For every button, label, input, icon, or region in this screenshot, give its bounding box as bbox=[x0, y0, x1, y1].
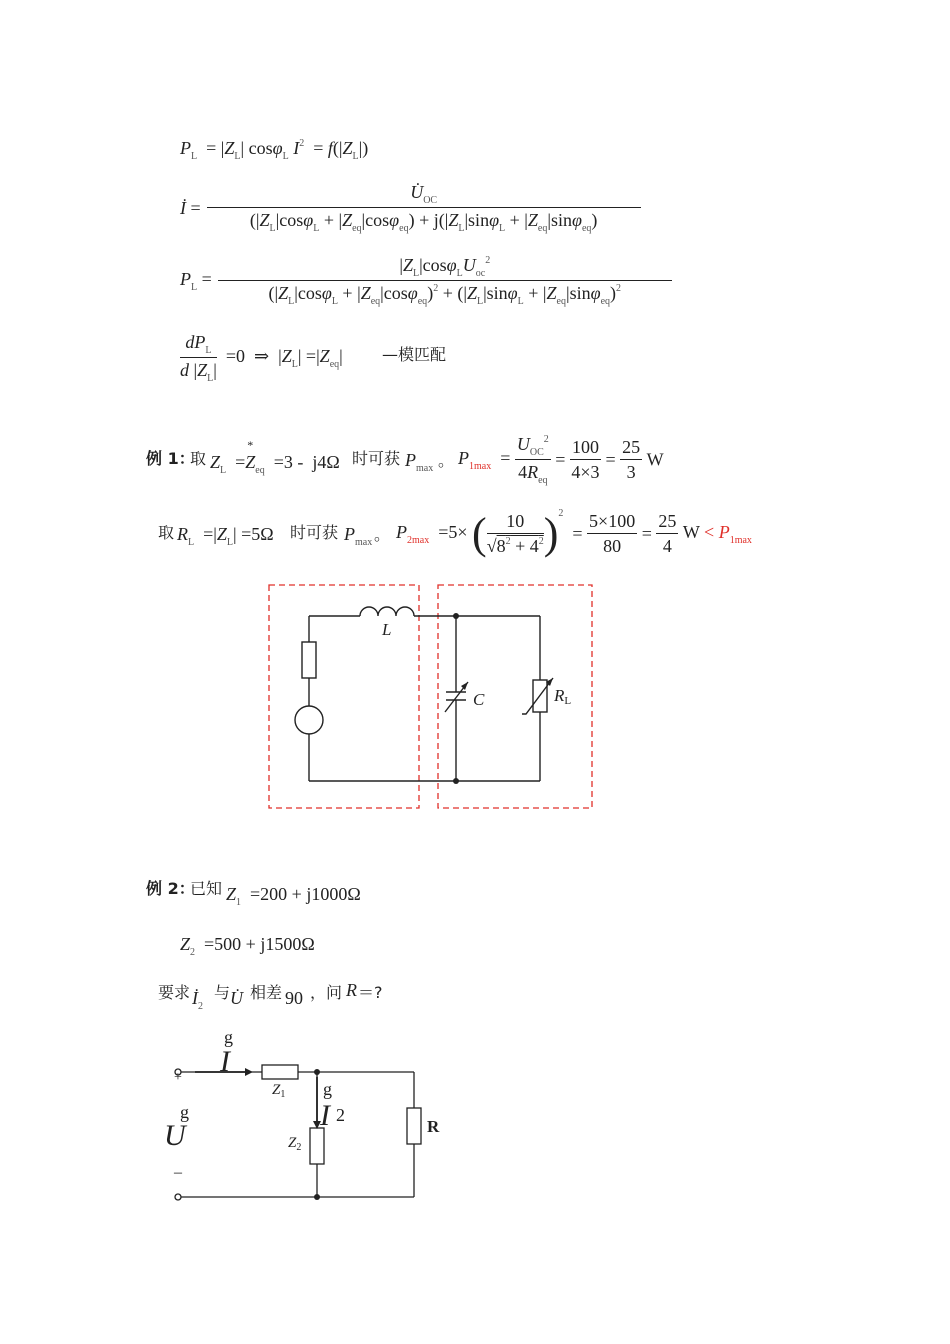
example1-when: 时可获 bbox=[352, 449, 401, 468]
example2-req-b: 与 bbox=[214, 983, 231, 1002]
label-g-I2: g bbox=[323, 1079, 332, 1099]
example2-known: 已知 bbox=[190, 879, 223, 898]
example2-req-u: U̇ bbox=[230, 988, 243, 1008]
label-C: C bbox=[473, 690, 485, 709]
equation-derivative: $\frac{dP_L}{d |Z_L|}$ =0 ⇒ $|Z_L| =|Z_{eq}|$ bbox=[180, 332, 343, 384]
terminal-bottom bbox=[175, 1194, 181, 1200]
junction-bottom bbox=[453, 778, 459, 784]
inductor bbox=[360, 607, 414, 616]
circuit-diagram-2 bbox=[160, 1025, 460, 1210]
label-minus: – bbox=[174, 1164, 182, 1181]
junction-bottom bbox=[314, 1194, 320, 1200]
example1-p2max: $P_{2max} =5\times$ ( $\frac{10}{√8^2 + 4^2}$ )$^2$ = $\frac{5\times 100}{80}$ = $\frac{25}{4}$ $W < P_{1max}$ bbox=[396, 508, 752, 558]
junction-top bbox=[453, 613, 459, 619]
voltage-source bbox=[295, 706, 323, 734]
impedance-Z1 bbox=[262, 1065, 298, 1079]
example1-p1max: $P_{1max}$ = $\frac{U_{OC}^2}{4R_{eq}}$ = $\frac{100}{4\times 3}$ = $\frac{25}{3}$ W bbox=[458, 434, 664, 486]
example2-req-deg: 90 bbox=[285, 988, 303, 1008]
example2-req-r: R bbox=[346, 980, 357, 1000]
example1-line2-when: 时可获 bbox=[290, 523, 339, 542]
label-I: I bbox=[220, 1045, 230, 1078]
impedance-Z2 bbox=[310, 1128, 324, 1164]
example2-req-e: ＝? bbox=[358, 983, 383, 1002]
label-U: U bbox=[164, 1119, 186, 1152]
example2-label: 例 2： bbox=[146, 879, 195, 898]
label-g-U: g bbox=[180, 1102, 189, 1122]
note-modulus-match: —模匹配 bbox=[382, 345, 447, 364]
example2-req-c: 相差 bbox=[250, 983, 283, 1002]
label-R: R bbox=[427, 1117, 440, 1136]
junction-top bbox=[314, 1069, 320, 1075]
equation-power-expanded: $P_L$ = $\frac{|Z_L|\cos\varphi_LU_{oc}^2}{(|Z_L|\cos\varphi_L + |Z_{eq}|\cos\varphi_{eq})^2 + (|Z_L|\sin\varphi_L + |Z_{eq}|\sin\varphi_{eq})^2}$ bbox=[180, 255, 672, 307]
example1-pmax: $P_{max}$ bbox=[405, 450, 434, 474]
resistor-R bbox=[407, 1108, 421, 1144]
equation-power-load: $P_L = |Z_L|$ cosφ$_L$ $I^2 = f(|Z_L|)$ bbox=[180, 138, 369, 162]
example1-label: 例 1： bbox=[146, 449, 195, 468]
example1-line2-pmax: $P_{max}$ bbox=[344, 524, 373, 548]
label-Z2: $Z_2$ bbox=[288, 1135, 302, 1153]
example1-line2-period: 。 bbox=[374, 525, 391, 544]
source-resistor bbox=[302, 642, 316, 678]
example2-req-d: ，问 bbox=[310, 983, 343, 1002]
label-L: L bbox=[382, 620, 392, 639]
example1-line2-condition: $R_L =|Z_L| =5\Omega$ bbox=[177, 524, 274, 548]
example1-take: 取 bbox=[190, 449, 207, 468]
example2-z1: $Z_1 =200 + j1000\Omega$ bbox=[226, 884, 361, 908]
example1-period: 。 bbox=[438, 451, 455, 470]
example2-req-i2: $İ_2$ bbox=[192, 988, 203, 1012]
example1-condition: $Z_L =Z$ * $_{eq}$ =3 - j4Ω bbox=[210, 438, 340, 476]
example2-z2: $Z_2 =500 + j1500\Omega$ bbox=[180, 934, 315, 958]
label-g-I: g bbox=[224, 1027, 233, 1047]
label-I2: I 2 bbox=[320, 1099, 345, 1132]
equation-current: İ = $\frac{U̇_{OC}}{(|Z_L|\cos\varphi_L + |Z_{eq}|\cos\varphi_{eq}) + j(|Z_L|\sin\varphi_L + |Z_{eq}|\sin\varphi_{eq})}$ bbox=[180, 182, 641, 234]
example2-req-a: 要求 bbox=[158, 983, 191, 1002]
label-plus: + bbox=[174, 1070, 182, 1085]
label-RL: RL bbox=[554, 686, 572, 707]
label-Z1: $Z_1$ bbox=[272, 1082, 286, 1100]
example1-line2-take: 取 bbox=[158, 523, 175, 542]
source-dashed-box bbox=[269, 585, 419, 808]
circuit-diagram-1 bbox=[260, 580, 600, 815]
